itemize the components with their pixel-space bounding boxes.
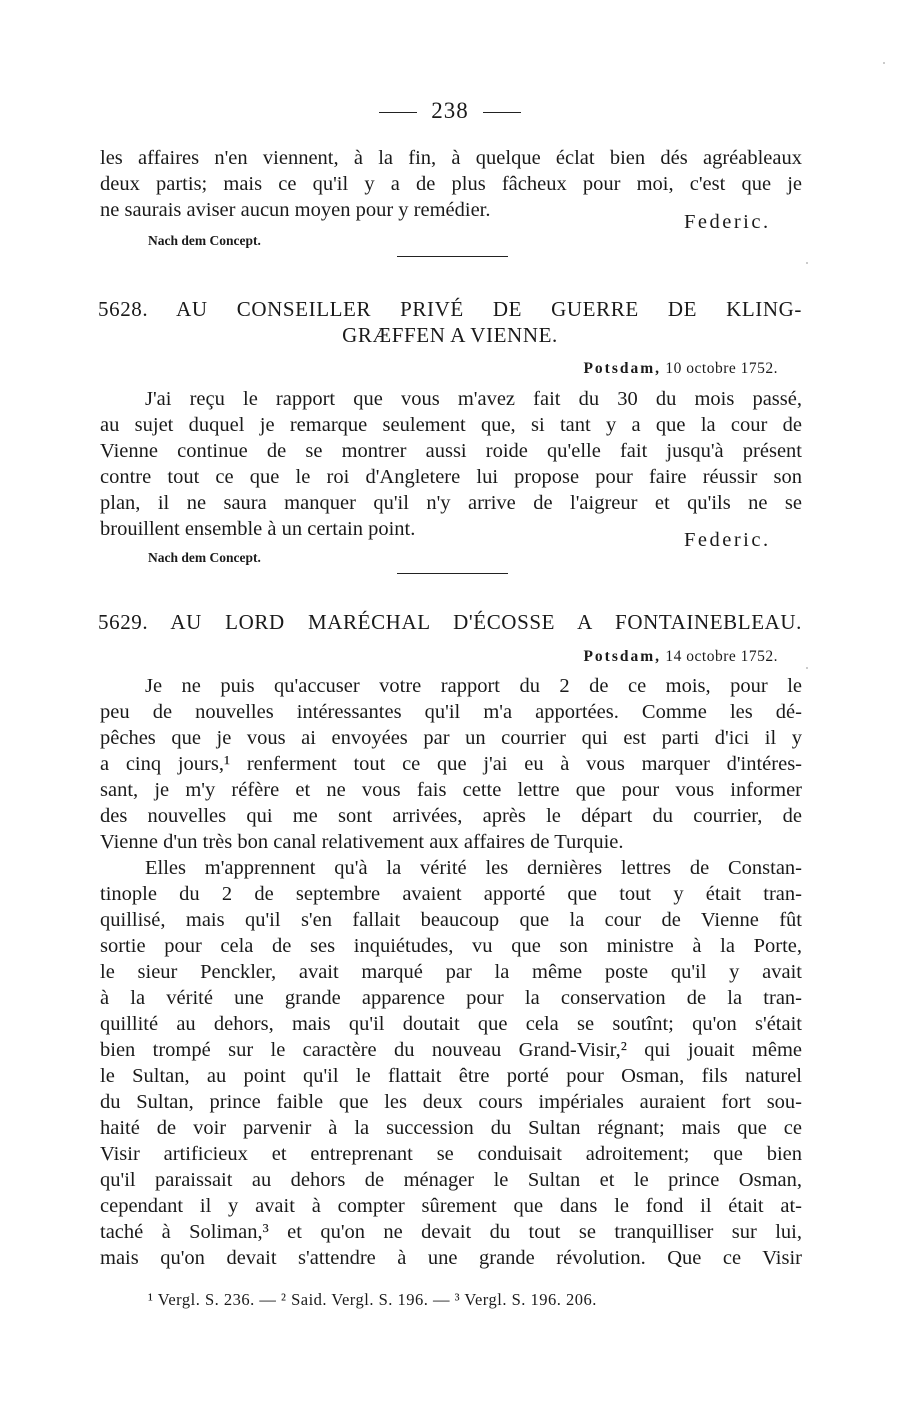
letter-line: quillisé, mais qu'il s'en fallait beaucoup que la cour de Vienne fût [100, 909, 802, 931]
dateline [583, 360, 778, 378]
letter-line: des nouvelles qui me sont arrivées, après le départ du courrier, de [100, 805, 802, 827]
dateline-date: 10 octobre 1752. [665, 360, 778, 377]
dateline-place: Potsdam, [583, 360, 662, 377]
letter-line: sortie pour cela de ses inquiétudes, vu que son ministre à la Porte, [100, 935, 802, 957]
letter-line: pêches que je vous ai envoyées par un courrier qui est parti d'ici il y [100, 727, 802, 749]
paper-speck [883, 62, 885, 64]
source-note: Nach dem Concept. [148, 550, 261, 565]
letter-line: le sieur Penckler, avait marqué par la même poste qu'il y avait [100, 961, 802, 983]
section-divider [397, 256, 508, 257]
intro-line: ne saurais aviser aucun moyen pour y remédier. [100, 199, 491, 221]
page-number-header [0, 98, 900, 124]
intro-line: les affaires n'en viennent, à la fin, à quelque éclat bien dés agréableaux [100, 147, 802, 169]
letter-line: quillité au dehors, mais qu'il doutait que cela se soutînt; qu'on s'était [100, 1013, 802, 1035]
section-divider [397, 573, 508, 574]
intro-line: deux partis; mais ce qu'il y a de plus fâcheux pour moi, c'est que je [100, 173, 802, 195]
letter-line: Elles m'apprennent qu'à la vérité les dernières lettres de Constan- [145, 857, 802, 879]
letter-line: contre tout ce que le roi d'Angletere lui propose pour faire réussir son [100, 466, 802, 488]
letter-heading: 5628. AU CONSEILLER PRIVÉ DE GUERRE DE KLING- [98, 297, 802, 321]
letter-line: sant, je m'y réfère et ne vous fais cette lettre que pour vous informer [100, 779, 802, 801]
letter-line: Vienne d'un très bon canal relativement aux affaires de Turquie. [100, 831, 624, 853]
letter-heading: 5629. AU LORD MARÉCHAL D'ÉCOSSE A FONTAINEBLEAU. [98, 610, 802, 634]
letter-line: Vienne continue de se montrer aussi roide qu'elle fait jusqu'à présent [100, 440, 802, 462]
letter-line: à la vérité une grande apparence pour la conservation de la tran- [100, 987, 802, 1009]
letter-heading-continued: GRÆFFEN A VIENNE. [342, 323, 558, 347]
letter-line: bien trompé sur le caractère du nouveau Grand-Visir,² qui jouait même [100, 1039, 802, 1061]
letter-line: du Sultan, prince faible que les deux cours impériales auraient fort sou- [100, 1091, 802, 1113]
page-number-dash-right [483, 112, 521, 113]
letter-line: a cinq jours,¹ renferment tout ce que j'ai eu à vous marquer d'intéres- [100, 753, 802, 775]
dateline [583, 648, 778, 666]
letter-line: Je ne puis qu'accuser votre rapport du 2 de ce mois, pour le [145, 675, 802, 697]
page-number-dash-left [379, 112, 417, 113]
letter-line: haité de voir parvenir à la succession du Sultan régnant; mais que ce [100, 1117, 802, 1139]
letter-line: le Sultan, au point qu'il le flattait être porté pour Osman, fils naturel [100, 1065, 802, 1087]
dateline-place: Potsdam, [583, 648, 662, 665]
letter-line: brouillent ensemble à un certain point. [100, 518, 416, 540]
letter-line: qu'il paraissait au dehors de ménager le Sultan et le prince Osman, [100, 1169, 802, 1191]
paper-speck [806, 262, 808, 264]
letter-line: taché à Soliman,³ et qu'on ne devait du tout se tranquilliser sur lui, [100, 1221, 802, 1243]
letter-line: J'ai reçu le rapport que vous m'avez fait du 30 du mois passé, [145, 388, 802, 410]
letter-line: plan, il ne saura manquer qu'il n'y arrive de l'aigreur et qu'ils ne se [100, 492, 802, 514]
dateline-date: 14 octobre 1752. [665, 648, 778, 665]
letter-line: peu de nouvelles intéressantes qu'il m'a apportées. Comme les dé- [100, 701, 802, 723]
letter-line: mais qu'on devait s'attendre à une grande révolution. Que ce Visir [100, 1247, 802, 1269]
footnotes: ¹ Vergl. S. 236. — ² Said. Vergl. S. 196. — ³ Vergl. S. 196. 206. [148, 1290, 597, 1309]
letter-line: au sujet duquel je remarque seulement que, si tant y a que la cour de [100, 414, 802, 436]
letter-line: tinople du 2 de septembre avaient apporté que tout y était tran- [100, 883, 802, 905]
source-note: Nach dem Concept. [148, 233, 261, 248]
paper-speck [806, 667, 808, 669]
letter-line: Visir artificieux et entreprenant se conduisait adroitement; que bien [100, 1143, 802, 1165]
letter-line: cependant il y avait à compter sûrement que dans le fond il était at- [100, 1195, 802, 1217]
signature: Federic. [684, 529, 771, 551]
signature: Federic. [684, 211, 771, 233]
page-number: 238 [431, 98, 469, 123]
